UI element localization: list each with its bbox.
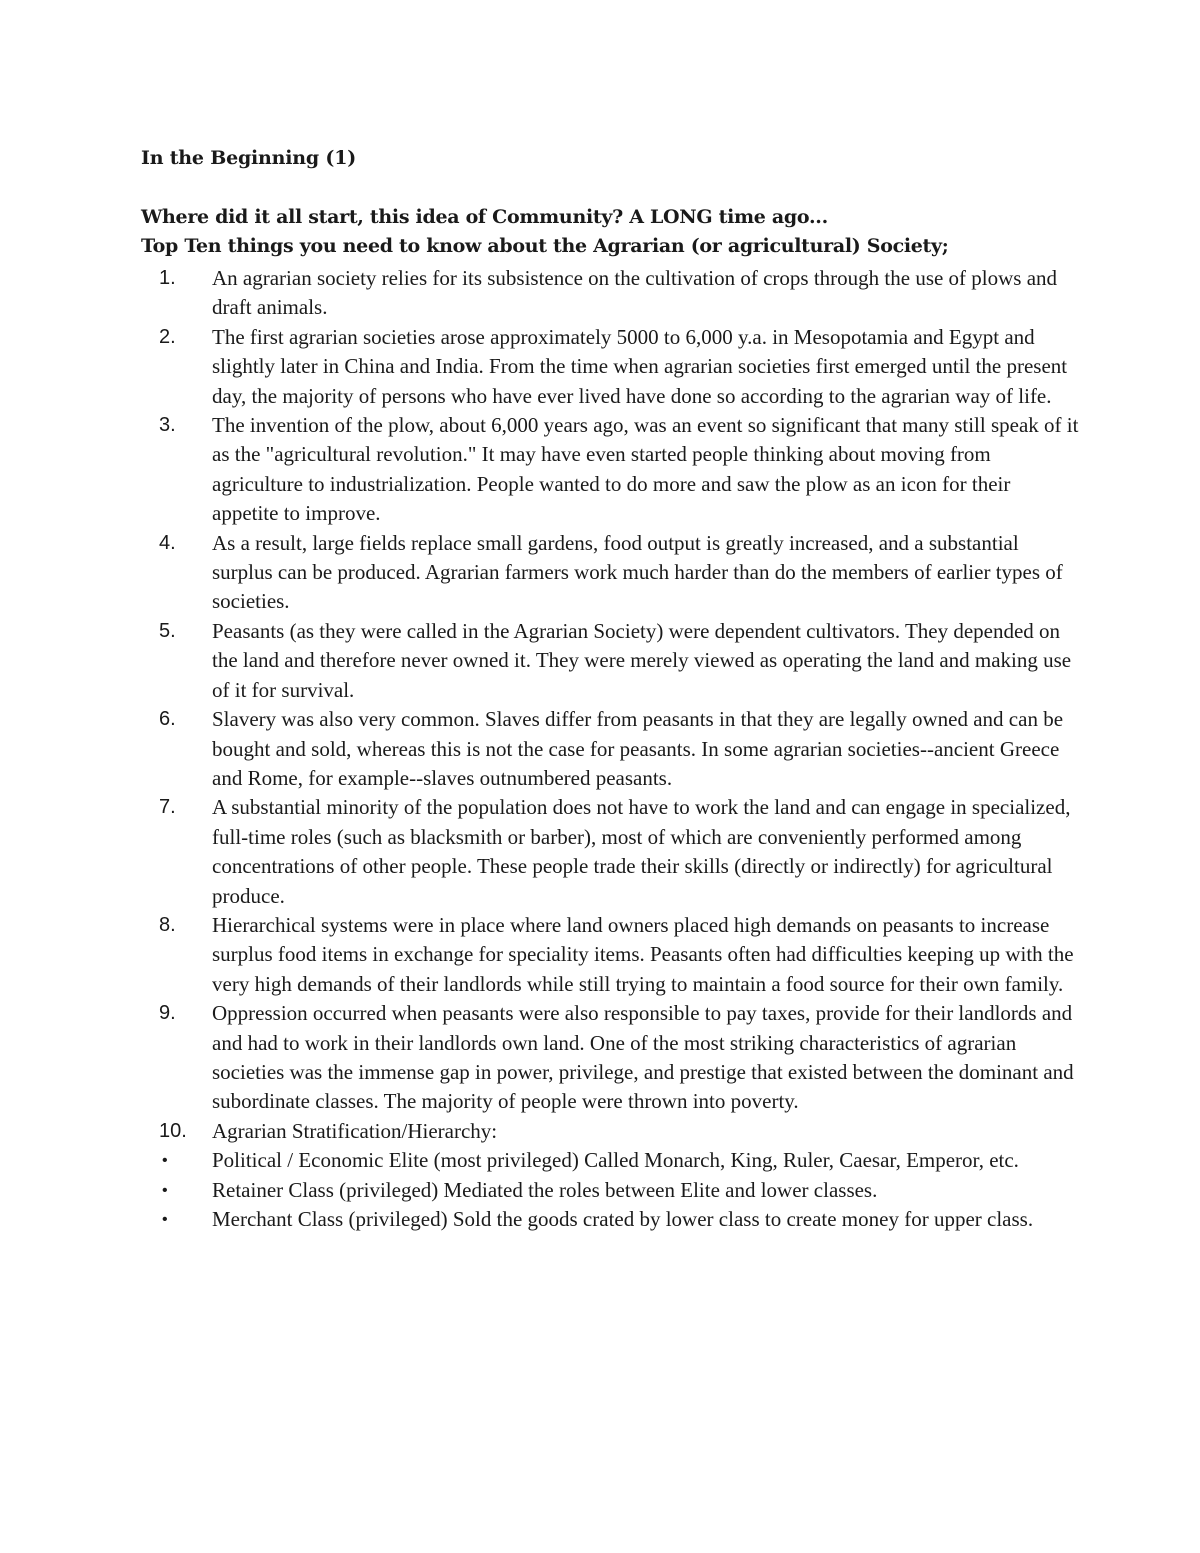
intro-line-1: Where did it all start, this idea of Community? A LONG time ago... bbox=[141, 206, 828, 228]
list-number: 2. bbox=[159, 325, 176, 348]
top-ten-list bbox=[141, 264, 1081, 1234]
page-title: In the Beginning (1) bbox=[141, 147, 357, 169]
list-item-3 bbox=[141, 411, 1081, 529]
list-item-text: A substantial minority of the population does not have to work the land and can engage in specialized, full-time roles (such as blacksmith or barber), most of which are conveniently performed among concentrations of other people. These people trade their skills (directly or indirectly) for agricultural produce. bbox=[212, 795, 1071, 908]
bullet-item-text: Merchant Class (privileged) Sold the goods crated by lower class to create money for upper class. bbox=[212, 1207, 1034, 1231]
list-item-2 bbox=[141, 323, 1081, 411]
list-item-text: An agrarian society relies for its subsistence on the cultivation of crops through the use of plows and draft animals. bbox=[212, 266, 1058, 320]
bullet-icon: • bbox=[162, 1211, 168, 1228]
list-number: 9. bbox=[159, 1002, 176, 1025]
bullet-item-1 bbox=[141, 1146, 1081, 1175]
list-number: 1. bbox=[159, 267, 176, 289]
list-number: 7. bbox=[159, 796, 176, 819]
list-item-text: Oppression occurred when peasants were also responsible to pay taxes, provide for their landlords and and had to work in their landlords own land. One of the most striking characteristics of agrarian societies was the immense gap in power, privilege, and prestige that existed between the dominant and subordinate classes. The majority of people were thrown into poverty. bbox=[212, 1001, 1074, 1114]
list-number: 3. bbox=[159, 414, 176, 437]
list-item-text: Agrarian Stratification/Hierarchy: bbox=[212, 1118, 498, 1143]
intro-block bbox=[141, 203, 1081, 261]
list-item-8 bbox=[141, 911, 1081, 999]
intro-line-2: Top Ten things you need to know about the Agrarian (or agricultural) Society; bbox=[141, 235, 949, 257]
list-item-text: Slavery was also very common. Slaves differ from peasants in that they are legally owned and can be bought and sold, whereas this is not the case for peasants. In some agrarian societies--ancient Greece and Rome, for example--slaves outnumbered peasants. bbox=[212, 707, 1064, 790]
list-item-1 bbox=[141, 264, 1081, 323]
list-number: 10. bbox=[159, 1119, 187, 1142]
list-item-5 bbox=[141, 617, 1081, 705]
list-item-text: Peasants (as they were called in the Agrarian Society) were dependent cultivators. They depended on the land and therefore never owned it. They were merely viewed as operating the land and making use of it for survival. bbox=[212, 618, 1072, 702]
list-item-10 bbox=[141, 1117, 1081, 1146]
bullet-icon: • bbox=[162, 1152, 168, 1170]
list-item-9 bbox=[141, 999, 1081, 1117]
bullet-item-3 bbox=[141, 1205, 1081, 1234]
list-item-text: Hierarchical systems were in place where land owners placed high demands on peasants to increase surplus food items in exchange for speciality items. Peasants often had difficulties keeping up with the very high demands of their landlords while still trying to maintain a food source for their own family. bbox=[212, 912, 1074, 996]
list-item-text: The first agrarian societies arose approximately 5000 to 6,000 y.a. in Mesopotamia and Egypt and slightly later in China and India. From the time when agrarian societies first emerged until the present day, the majority of persons who have ever lived have done so according to the agrarian way of life. bbox=[212, 324, 1068, 408]
list-item-text: As a result, large fields replace small gardens, food output is greatly increased, and a substantial surplus can be produced. Agrarian farmers work much harder than do the members of earlier types of societies. bbox=[212, 530, 1063, 614]
document-content bbox=[141, 143, 1081, 1234]
list-item-7 bbox=[141, 793, 1081, 911]
bullet-item-2 bbox=[141, 1176, 1081, 1205]
list-item-text: The invention of the plow, about 6,000 years ago, was an event so significant that many still speak of it as the "agricultural revolution." It may have even started people thinking about moving from agriculture to industrialization. People wanted to do more and saw the plow as an icon for their appetite to improve. bbox=[212, 413, 1079, 526]
bullet-item-text: Retainer Class (privileged) Mediated the roles between Elite and lower classes. bbox=[212, 1177, 878, 1202]
list-number: 5. bbox=[159, 619, 176, 642]
bullet-item-text: Political / Economic Elite (most privileged) Called Monarch, King, Ruler, Caesar, Emperor, etc. bbox=[212, 1148, 1019, 1173]
list-item-6 bbox=[141, 705, 1081, 793]
list-number: 6. bbox=[159, 708, 176, 731]
list-number: 4. bbox=[159, 531, 176, 554]
bullet-icon: • bbox=[162, 1181, 168, 1199]
list-item-4 bbox=[141, 529, 1081, 617]
list-number: 8. bbox=[159, 913, 176, 936]
